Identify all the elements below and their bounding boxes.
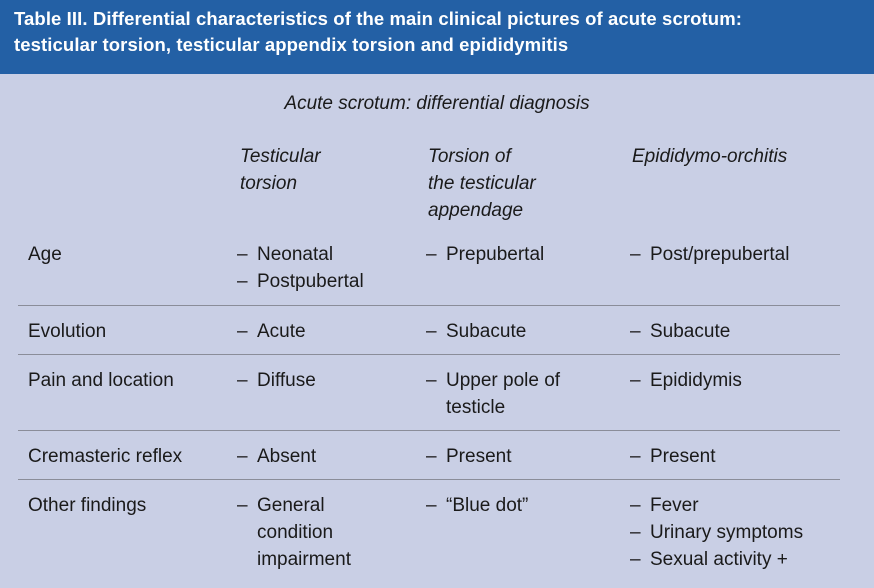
table-cell — [426, 318, 622, 345]
dash-marker: – — [237, 271, 248, 292]
cell-item — [237, 443, 417, 470]
table-caption — [0, 0, 874, 74]
row-divider — [18, 430, 840, 431]
dash-marker: – — [426, 321, 437, 342]
column-header-line: appendage — [428, 200, 524, 221]
table-cell — [426, 241, 622, 268]
dash-marker: – — [630, 549, 641, 570]
cell-item — [630, 241, 860, 268]
row-label: Other findings — [28, 495, 147, 516]
dash-marker: – — [630, 522, 641, 543]
table-cell — [630, 443, 860, 470]
table-cell — [237, 443, 417, 470]
row-label: Pain and location — [28, 370, 174, 391]
dash-marker: – — [426, 370, 437, 391]
table-cell — [630, 367, 860, 394]
column-header-line: Epididymo-orchitis — [632, 146, 788, 167]
cell-item — [630, 519, 860, 546]
cell-text-line: Neonatal — [257, 244, 334, 265]
cell-item — [426, 443, 622, 470]
column-header-epididymo-orchitis — [632, 143, 852, 170]
dash-marker: – — [630, 446, 641, 467]
cell-text-line: testicle — [446, 397, 506, 418]
table-cell — [237, 367, 417, 394]
cell-item — [237, 367, 417, 394]
table-subtitle: Acute scrotum: differential diagnosis — [284, 93, 590, 114]
dash-marker: – — [237, 244, 248, 265]
cell-item — [630, 443, 860, 470]
column-header-testicular-torsion — [240, 143, 410, 197]
cell-item — [237, 268, 417, 295]
cell-item — [237, 241, 417, 268]
dash-marker: – — [630, 370, 641, 391]
cell-text-line: “Blue dot” — [446, 495, 529, 516]
dash-marker: – — [237, 370, 248, 391]
cell-text-line: Post/prepubertal — [650, 244, 790, 265]
row-divider — [18, 479, 840, 480]
cell-text-line: Subacute — [650, 321, 731, 342]
cell-text-line: Diffuse — [257, 370, 316, 391]
table-cell — [630, 241, 860, 268]
cell-item — [237, 492, 417, 573]
dash-marker: – — [237, 495, 248, 516]
cell-text-line: Present — [650, 446, 716, 467]
cell-item — [630, 367, 860, 394]
cell-text-line: condition — [257, 522, 334, 543]
column-header-appendage-torsion — [428, 143, 618, 224]
cell-text-line: Subacute — [446, 321, 527, 342]
dash-marker: – — [237, 321, 248, 342]
cell-item — [237, 318, 417, 345]
caption-line-1: Table III. Differential characteristics of the main clinical pictures of acute scrotum: — [14, 8, 743, 29]
table-cell — [426, 443, 622, 470]
table-cell — [426, 367, 622, 421]
table-cell — [237, 241, 417, 295]
cell-text-line: Fever — [650, 495, 699, 516]
dash-marker: – — [426, 244, 437, 265]
cell-text-line: Absent — [257, 446, 317, 467]
cell-item — [630, 546, 860, 573]
cell-text-line: General — [257, 495, 325, 516]
cell-text-line: Sexual activity + — [650, 549, 788, 570]
cell-text-line: Upper pole of — [446, 370, 561, 391]
cell-item — [426, 367, 622, 421]
cell-item — [426, 492, 622, 519]
row-divider — [18, 354, 840, 355]
dash-marker: – — [630, 321, 641, 342]
cell-item — [630, 492, 860, 519]
column-header-line: the testicular — [428, 173, 536, 194]
row-divider — [18, 305, 840, 306]
cell-text-line: Acute — [257, 321, 306, 342]
column-header-line: torsion — [240, 173, 298, 194]
table-cell — [237, 318, 417, 345]
dash-marker: – — [426, 446, 437, 467]
cell-text-line: Epididymis — [650, 370, 742, 391]
dash-marker: – — [630, 495, 641, 516]
dash-marker: – — [630, 244, 641, 265]
table-cell — [630, 492, 860, 573]
table-cell — [426, 492, 622, 519]
cell-text-line: impairment — [257, 549, 351, 570]
cell-item — [426, 241, 622, 268]
dash-marker: – — [237, 446, 248, 467]
cell-item — [630, 318, 860, 345]
cell-text-line: Present — [446, 446, 512, 467]
column-header-line: Testicular — [240, 146, 321, 167]
table-cell — [630, 318, 860, 345]
row-label: Cremasteric reflex — [28, 446, 183, 467]
cell-text-line: Postpubertal — [257, 271, 364, 292]
table-cell — [237, 492, 417, 573]
dash-marker: – — [426, 495, 437, 516]
cell-text-line: Prepubertal — [446, 244, 545, 265]
row-label: Age — [28, 244, 62, 265]
cell-item — [426, 318, 622, 345]
row-label: Evolution — [28, 321, 107, 342]
caption-line-2: testicular torsion, testicular appendix torsion and epididymitis — [14, 34, 569, 55]
cell-text-line: Urinary symptoms — [650, 522, 804, 543]
column-header-line: Torsion of — [428, 146, 511, 167]
